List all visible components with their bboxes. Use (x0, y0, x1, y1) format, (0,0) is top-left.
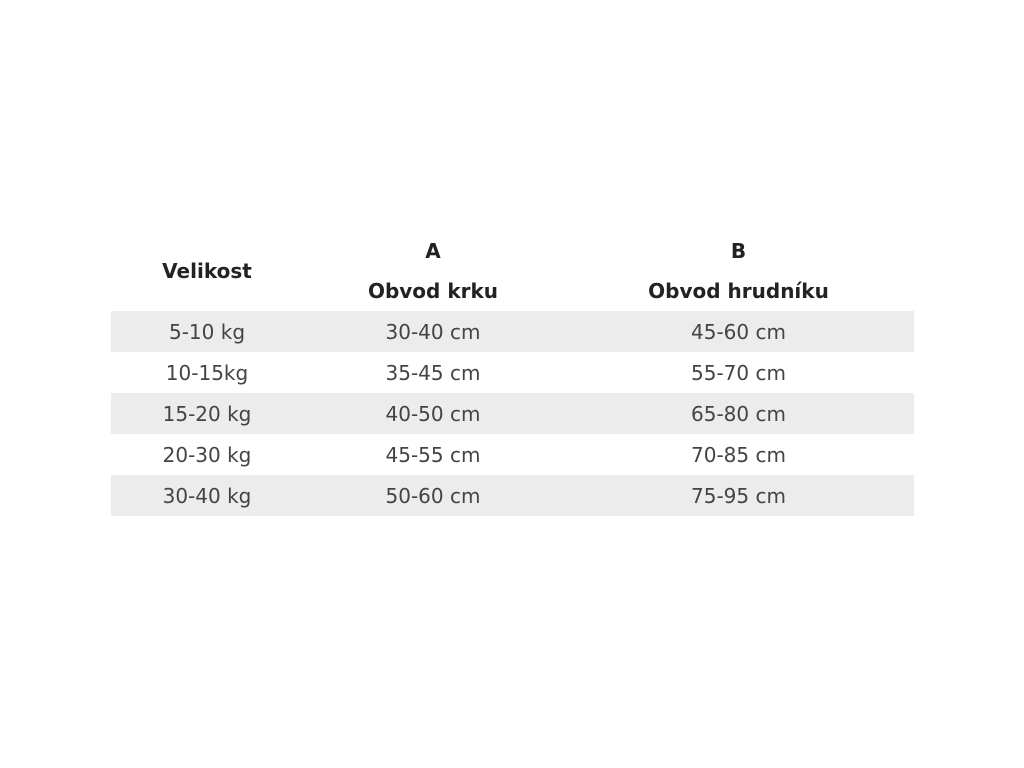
cell-chest: 45-60 cm (563, 311, 914, 352)
cell-size: 30-40 kg (111, 475, 303, 516)
cell-size: 5-10 kg (111, 311, 303, 352)
cell-neck: 50-60 cm (303, 475, 563, 516)
table-header (111, 231, 914, 311)
header-row (111, 231, 914, 271)
table-row (111, 475, 914, 516)
cell-size: 15-20 kg (111, 393, 303, 434)
header-col-a-letter: A (425, 239, 441, 263)
table-row (111, 352, 914, 393)
cell-size: 10-15kg (111, 352, 303, 393)
size-chart-table (111, 231, 914, 516)
header-chest: Obvod hrudníku (648, 279, 829, 303)
cell-neck: 35-45 cm (303, 352, 563, 393)
cell-neck: 40-50 cm (303, 393, 563, 434)
cell-chest: 55-70 cm (563, 352, 914, 393)
cell-chest: 75-95 cm (563, 475, 914, 516)
header-neck: Obvod krku (367, 279, 499, 303)
header-size: Velikost (162, 259, 252, 283)
cell-chest: 70-85 cm (563, 434, 914, 475)
cell-size: 20-30 kg (111, 434, 303, 475)
header-col-b-letter: B (730, 239, 747, 263)
table-row (111, 311, 914, 352)
cell-neck: 45-55 cm (303, 434, 563, 475)
table-body (111, 311, 914, 516)
table-row (111, 393, 914, 434)
cell-chest: 65-80 cm (563, 393, 914, 434)
table-row (111, 434, 914, 475)
cell-neck: 30-40 cm (303, 311, 563, 352)
